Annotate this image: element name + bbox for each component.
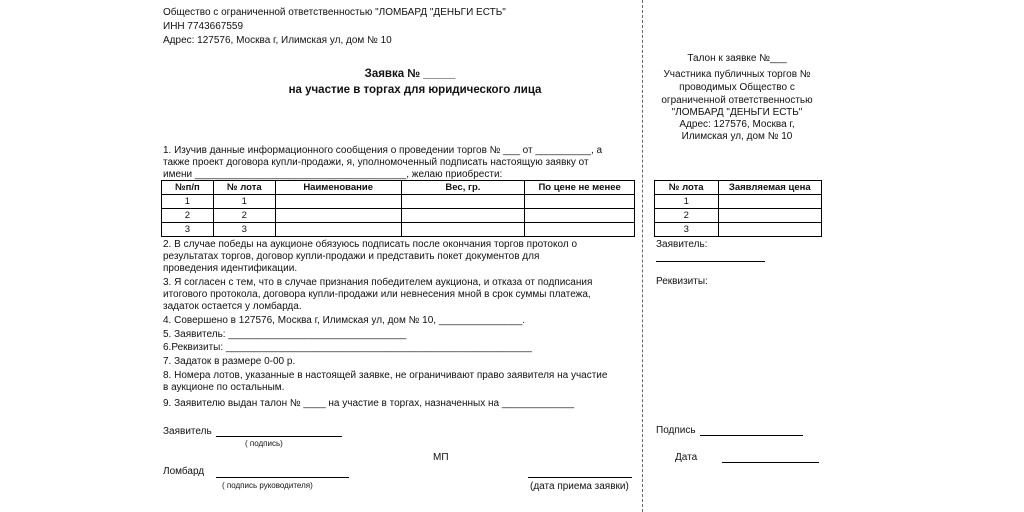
applicant-signature-label: Заявитель — [163, 426, 212, 437]
para8-line1: 8. Номера лотов, указанные в настоящей заявке, не ограничивают право заявителя на участие — [163, 370, 608, 381]
coupon-title: Талон к заявке №___ — [687, 53, 787, 64]
coupon-line3: ограниченной ответственностью — [661, 95, 813, 106]
cell-lot: 2 — [213, 209, 275, 223]
coupon-signature-label: Подпись — [656, 425, 696, 436]
cell-lot: 3 — [213, 223, 275, 237]
receipt-date-caption: (дата приема заявки) — [530, 481, 629, 492]
coupon-col-lot: № лота — [655, 181, 719, 195]
application-subtitle: на участие в торгах для юридического лица — [288, 84, 542, 96]
item7-deposit: 7. Задаток в размере 0-00 р. — [163, 356, 296, 367]
coupon-line1: Участника публичных торгов № — [663, 69, 811, 80]
col-header-weight: Вес, гр. — [401, 181, 525, 195]
stamp-mp: МП — [433, 452, 449, 463]
cell-num: 3 — [162, 223, 214, 237]
para1-line3: имени ______________________________________, желаю приобрести: — [163, 169, 503, 180]
cell-name[interactable] — [275, 223, 401, 237]
coupon-cell-price[interactable] — [718, 209, 821, 223]
coupon-line2: проводимых Общество с — [679, 82, 795, 93]
coupon-line6: Илимская ул, дом № 10 — [681, 131, 793, 142]
cell-price[interactable] — [525, 223, 635, 237]
col-header-name: Наименование — [275, 181, 401, 195]
receipt-date-line[interactable] — [528, 477, 632, 478]
cell-weight[interactable] — [401, 195, 525, 209]
coupon-cell-price[interactable] — [718, 195, 821, 209]
cell-num: 2 — [162, 209, 214, 223]
item6-requisites: 6.Реквизиты: _______________________________________________________ — [163, 342, 532, 353]
para3-line1: 3. Я согласен с тем, что в случае признания победителем аукциона, и отказа от подписания — [163, 277, 593, 288]
cell-price[interactable] — [525, 195, 635, 209]
item5-applicant: 5. Заявитель: ________________________________ — [163, 329, 407, 340]
org-address: Адрес: 127576, Москва г, Илимская ул, дом № 10 — [163, 35, 392, 46]
para3-line3: задаток остается у ломбарда. — [163, 301, 302, 312]
item9-coupon: 9. Заявителю выдан талон № ____ на участие в торгах, назначенных на _____________ — [163, 398, 575, 409]
para2-line1: 2. В случае победы на аукционе обязуюсь подписать после окончания торгов протокол о — [163, 239, 577, 250]
col-header-num: №п/п — [162, 181, 214, 195]
coupon-cell-lot: 1 — [655, 195, 719, 209]
coupon-applicant-label: Заявитель: — [656, 239, 708, 250]
para8-line2: в аукционе по остальным. — [163, 382, 285, 393]
coupon-line4: "ЛОМБАРД "ДЕНЬГИ ЕСТЬ" — [671, 107, 803, 118]
head-signature-caption: ( подпись руководителя) — [222, 481, 313, 490]
org-inn: ИНН 7743667559 — [163, 21, 244, 32]
table-row — [162, 223, 635, 237]
cell-lot: 1 — [213, 195, 275, 209]
table-row — [655, 195, 822, 209]
item4-place: 4. Совершено в 127576, Москва г, Илимская ул, дом № 10, _______________. — [163, 315, 526, 326]
cell-name[interactable] — [275, 195, 401, 209]
cell-price[interactable] — [525, 209, 635, 223]
cell-name[interactable] — [275, 209, 401, 223]
coupon-table-header — [655, 181, 822, 195]
coupon-cell-lot: 2 — [655, 209, 719, 223]
table-row — [162, 209, 635, 223]
cell-weight[interactable] — [401, 209, 525, 223]
lots-table-header — [162, 181, 635, 195]
table-row — [162, 195, 635, 209]
signature-caption: ( подпись) — [245, 439, 283, 448]
table-row — [655, 209, 822, 223]
coupon-cell-lot: 3 — [655, 223, 719, 237]
coupon-cell-price[interactable] — [718, 223, 821, 237]
col-header-price: По цене не менее — [525, 181, 635, 195]
para2-line2: результатах торгов, договор купли-продажи и представить покет документов для — [163, 251, 540, 262]
para2-line3: проведения идентификации. — [163, 263, 298, 274]
col-header-lot: № лота — [213, 181, 275, 195]
coupon-date-line[interactable] — [722, 462, 819, 463]
lots-table — [161, 180, 635, 237]
coupon-table — [654, 180, 822, 237]
coupon-signature-line[interactable] — [700, 435, 803, 436]
coupon-requisites-label: Реквизиты: — [656, 276, 708, 287]
cell-num: 1 — [162, 195, 214, 209]
coupon-line5: Адрес: 127576, Москва г, — [679, 119, 795, 130]
para3-line2: итогового протокола, договора купли-продажи или невнесения мной в срок суммы платежа, — [163, 289, 591, 300]
org-name: Общество с ограниченной ответственностью "ЛОМБАРД "ДЕНЬГИ ЕСТЬ" — [163, 7, 506, 18]
para1-line2: также проект договора купли-продажи, я, уполномоченный подписать настоящую заявку от — [163, 157, 589, 168]
para1-line1: 1. Изучив данные информационного сообщения о проведении торгов № ___ от __________, а — [163, 145, 603, 156]
applicant-signature-line[interactable] — [216, 436, 342, 437]
tear-off-divider — [642, 0, 643, 512]
lombard-signature-line[interactable] — [216, 477, 349, 478]
cell-weight[interactable] — [401, 223, 525, 237]
table-row — [655, 223, 822, 237]
coupon-col-price: Заявляемая цена — [718, 181, 821, 195]
lombard-signature-label: Ломбард — [163, 466, 205, 477]
coupon-applicant-line[interactable] — [656, 261, 765, 262]
application-title: Заявка № _____ — [364, 68, 456, 80]
coupon-date-label: Дата — [675, 452, 698, 463]
